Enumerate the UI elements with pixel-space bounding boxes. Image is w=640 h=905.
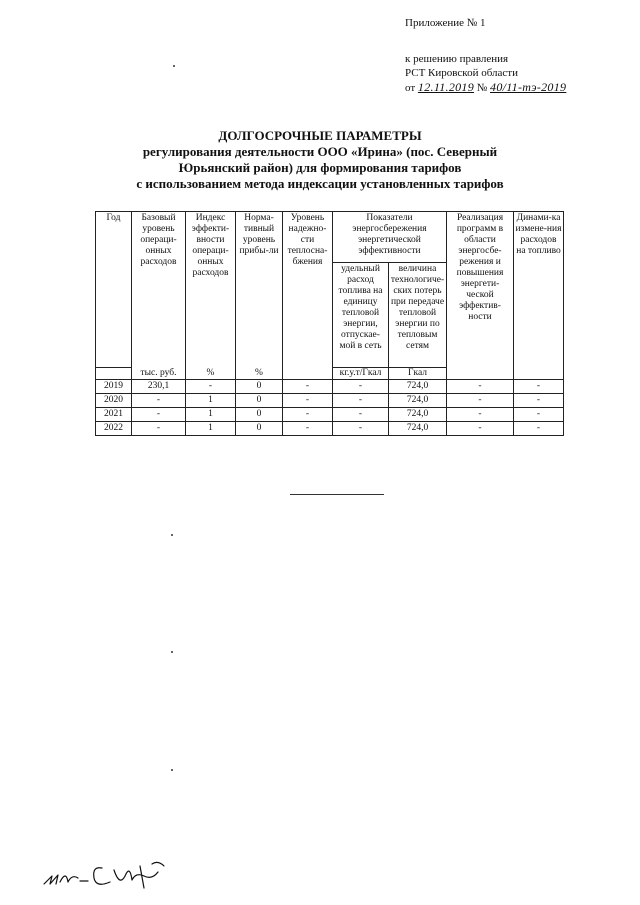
header-energy-group: Показатели энергосбережения энергетической эффективности (333, 212, 447, 263)
scan-speck (171, 534, 173, 536)
parameters-table (95, 211, 564, 436)
unit-base: тыс. руб. (132, 368, 186, 380)
header-energy-fuel: удельный расход топлива на единицу тепловой энергии, отпускае-мой в сеть (333, 263, 389, 368)
cell-programs: - (447, 394, 514, 408)
cell-programs: - (447, 422, 514, 436)
title-line-1: ДОЛГОСРОЧНЫЕ ПАРАМЕТРЫ (218, 128, 422, 143)
unit-fuel: кг.у.т/Гкал (333, 368, 389, 380)
title-line-2: регулирования деятельности ООО «Ирина» (пос. Северный (142, 144, 498, 159)
cell-fuel: - (333, 380, 389, 394)
cell-index: 1 (186, 422, 236, 436)
scan-speck (171, 651, 173, 653)
cell-dynamics: - (514, 422, 564, 436)
unit-norm: % (236, 368, 283, 380)
title-line-4: с использованием метода индексации установленных тарифов (136, 176, 504, 191)
cell-reliability: - (283, 422, 333, 436)
scan-speck (171, 769, 173, 771)
cell-year: 2021 (96, 408, 132, 422)
header-energy-losses: величина технологиче-ских потерь при передаче тепловой энергии по тепловым сетям (389, 263, 447, 368)
table-row (96, 422, 564, 436)
cell-base: - (132, 394, 186, 408)
cell-base: 230,1 (132, 380, 186, 394)
title-line-3: Юрьянский район) для формирования тарифов (178, 160, 462, 175)
header-index: Индекс эффекти-вности операци-онных расходов (186, 212, 236, 368)
table-row (96, 394, 564, 408)
header-norm: Норма-тивный уровень прибы-ли (236, 212, 283, 368)
cell-year: 2022 (96, 422, 132, 436)
cell-fuel: - (333, 408, 389, 422)
number-sign: № (476, 82, 488, 94)
cell-year: 2020 (96, 394, 132, 408)
table-row (96, 408, 564, 422)
cell-programs: - (447, 408, 514, 422)
cell-norm: 0 (236, 394, 283, 408)
cell-losses: 724,0 (389, 380, 447, 394)
cell-reliability: - (283, 380, 333, 394)
unit-year (96, 368, 132, 380)
cell-year: 2019 (96, 380, 132, 394)
unit-index: % (186, 368, 236, 380)
cell-reliability: - (283, 408, 333, 422)
number-value: 40/11-тэ-2019 (490, 80, 567, 94)
appendix-date-line (405, 80, 566, 95)
header-reliability: Уровень надежно-сти теплосна-бжения (283, 212, 333, 380)
appendix-title: Приложение № 1 (405, 17, 486, 29)
header-dynamics: Динами-ка измене-ния расходов на топливо (514, 212, 564, 380)
cell-fuel: - (333, 394, 389, 408)
header-year: Год (96, 212, 132, 368)
header-base: Базовый уровень операци-онных расходов (132, 212, 186, 368)
cell-fuel: - (333, 422, 389, 436)
cell-losses: 724,0 (389, 408, 447, 422)
cell-losses: 724,0 (389, 422, 447, 436)
cell-dynamics: - (514, 394, 564, 408)
cell-dynamics: - (514, 380, 564, 394)
header-programs: Реализация программ в области энергосбе-режения и повышения энергети-ческой эффектив-ности (447, 212, 514, 380)
cell-index: 1 (186, 394, 236, 408)
appendix-block (405, 16, 566, 95)
scan-speck (173, 65, 175, 67)
cell-index: - (186, 380, 236, 394)
cell-base: - (132, 422, 186, 436)
appendix-line-authority: РСТ Кировской области (405, 67, 518, 79)
handwritten-signature (40, 848, 200, 898)
cell-reliability: - (283, 394, 333, 408)
document-title (0, 128, 640, 192)
date-value: 12.11.2019 (417, 80, 475, 94)
cell-norm: 0 (236, 408, 283, 422)
closing-divider (290, 494, 384, 495)
cell-base: - (132, 408, 186, 422)
appendix-line-decision: к решению правления (405, 53, 509, 65)
date-prefix: от (405, 82, 416, 94)
cell-index: 1 (186, 408, 236, 422)
unit-losses: Гкал (389, 368, 447, 380)
cell-dynamics: - (514, 408, 564, 422)
cell-losses: 724,0 (389, 394, 447, 408)
table-row (96, 380, 564, 394)
header-row-1 (96, 212, 564, 263)
cell-norm: 0 (236, 380, 283, 394)
cell-norm: 0 (236, 422, 283, 436)
cell-programs: - (447, 380, 514, 394)
